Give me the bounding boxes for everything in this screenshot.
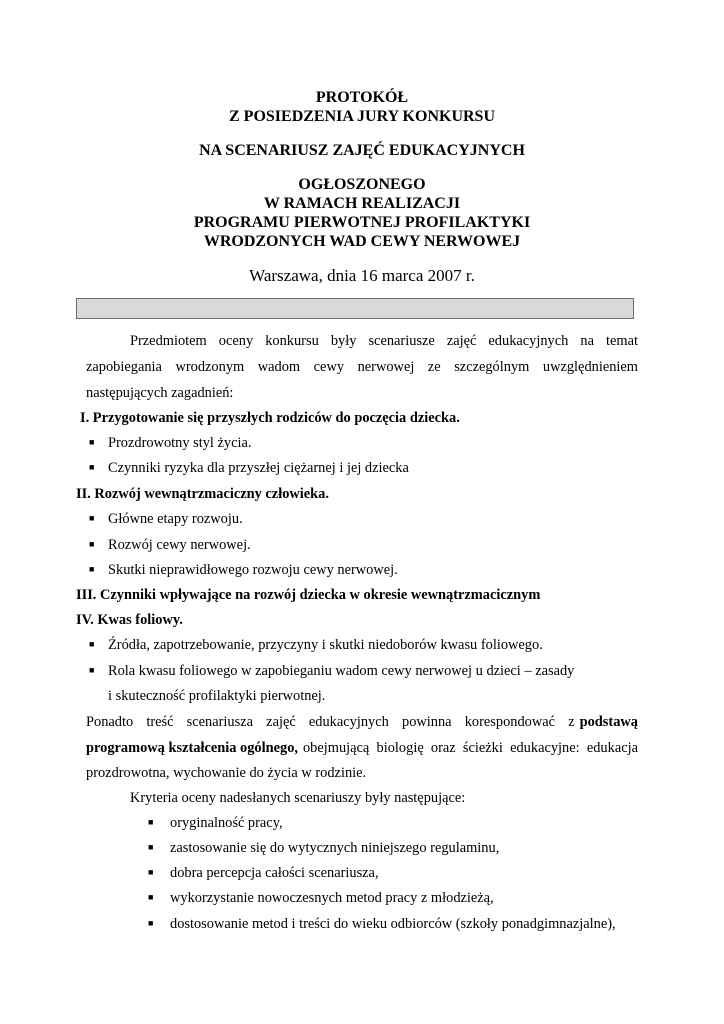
criteria-item-5: dostosowanie metod i treści do wieku odbiorców (szkoły ponadgimnazjalne), bbox=[170, 916, 616, 932]
section-4-item-1: Źródła, zapotrzebowanie, przyczyny i skutki niedoborów kwasu foliowego. bbox=[108, 637, 543, 653]
bullet-icon: ■ bbox=[89, 564, 95, 574]
section-3-heading: III. Czynniki wpływające na rozwój dziecka w okresie wewnątrzmacicznym bbox=[76, 587, 541, 603]
shaded-divider bbox=[76, 298, 634, 319]
paragraph-2-line-3: prozdrowotna, wychowanie do życia w rodzinie. bbox=[86, 765, 367, 781]
criteria-item-1: oryginalność pracy, bbox=[170, 815, 283, 831]
paragraph-2-line-2-text: obejmującą biologię oraz ścieżki edukacyjne: edukacja bbox=[302, 740, 638, 756]
title-line-3: NA SCENARIUSZ ZAJĘĆ EDUKACYJNYCH bbox=[199, 142, 525, 159]
criteria-intro: Kryteria oceny nadesłanych scenariuszy były następujące: bbox=[130, 790, 466, 806]
title-line-7: WRODZONYCH WAD CEWY NERWOWEJ bbox=[203, 233, 521, 250]
section-1-item-2: Czynniki ryzyka dla przyszłej ciężarnej i jej dziecka bbox=[108, 460, 409, 476]
section-2-heading: II. Rozwój wewnątrzmaciczny człowieka. bbox=[76, 486, 329, 502]
section-2-item-1: Główne etapy rozwoju. bbox=[108, 511, 243, 527]
section-4-item-2-line-1: Rola kwasu foliowego w zapobieganiu wadom cewy nerwowej u dzieci – zasady bbox=[108, 663, 575, 679]
intro-line-3: następujących zagadnień: bbox=[86, 385, 234, 401]
paragraph-2-line-1-text: Ponadto treść scenariusza zajęć edukacyjnych powinna korespondować z bbox=[86, 714, 575, 730]
bullet-icon: ■ bbox=[148, 867, 154, 877]
title-line-2: Z POSIEDZENIA JURY KONKURSU bbox=[229, 108, 495, 125]
bullet-icon: ■ bbox=[148, 817, 154, 827]
intro-line-1: Przedmiotem oceny konkursu były scenariusze zajęć edukacyjnych na temat bbox=[130, 333, 638, 349]
title-line-5: W RAMACH REALIZACJI bbox=[263, 195, 461, 212]
title-line-6: PROGRAMU PIERWOTNEJ PROFILAKTYKI bbox=[193, 214, 531, 231]
bullet-icon: ■ bbox=[148, 918, 154, 928]
criteria-item-2: zastosowanie się do wytycznych niniejszego regulaminu, bbox=[170, 840, 500, 856]
title-line-4: OGŁOSZONEGO bbox=[298, 176, 426, 193]
bullet-icon: ■ bbox=[148, 842, 154, 852]
bullet-icon: ■ bbox=[89, 665, 95, 675]
bullet-icon: ■ bbox=[89, 437, 95, 447]
document-date: Warszawa, dnia 16 marca 2007 r. bbox=[249, 266, 475, 285]
intro-line-2: zapobiegania wrodzonym wadom cewy nerwowej ze szczególnym uwzględnieniem bbox=[86, 359, 638, 375]
section-1-item-1: Prozdrowotny styl życia. bbox=[108, 435, 252, 451]
bullet-icon: ■ bbox=[89, 513, 95, 523]
criteria-item-3: dobra percepcja całości scenariusza, bbox=[170, 865, 379, 881]
paragraph-2-emphasis: podstawą bbox=[579, 714, 638, 730]
bullet-icon: ■ bbox=[89, 639, 95, 649]
paragraph-2-emphasis-2: programową kształcenia ogólnego, bbox=[86, 740, 298, 756]
section-2-item-3: Skutki nieprawidłowego rozwoju cewy nerwowej. bbox=[108, 562, 398, 578]
paragraph-2-line-1 bbox=[86, 714, 638, 731]
paragraph-2-line-2 bbox=[86, 740, 638, 757]
bullet-icon: ■ bbox=[89, 462, 95, 472]
bullet-icon: ■ bbox=[148, 892, 154, 902]
section-2-item-2: Rozwój cewy nerwowej. bbox=[108, 537, 251, 553]
bullet-icon: ■ bbox=[89, 539, 95, 549]
title-line-1: PROTOKÓŁ bbox=[315, 89, 409, 106]
criteria-item-4: wykorzystanie nowoczesnych metod pracy z młodzieżą, bbox=[170, 890, 494, 906]
section-1-heading: I. Przygotowanie się przyszłych rodziców do poczęcia dziecka. bbox=[80, 410, 460, 426]
section-4-heading: IV. Kwas foliowy. bbox=[76, 612, 183, 628]
section-4-item-2-line-2: i skuteczność profilaktyki pierwotnej. bbox=[108, 688, 326, 704]
